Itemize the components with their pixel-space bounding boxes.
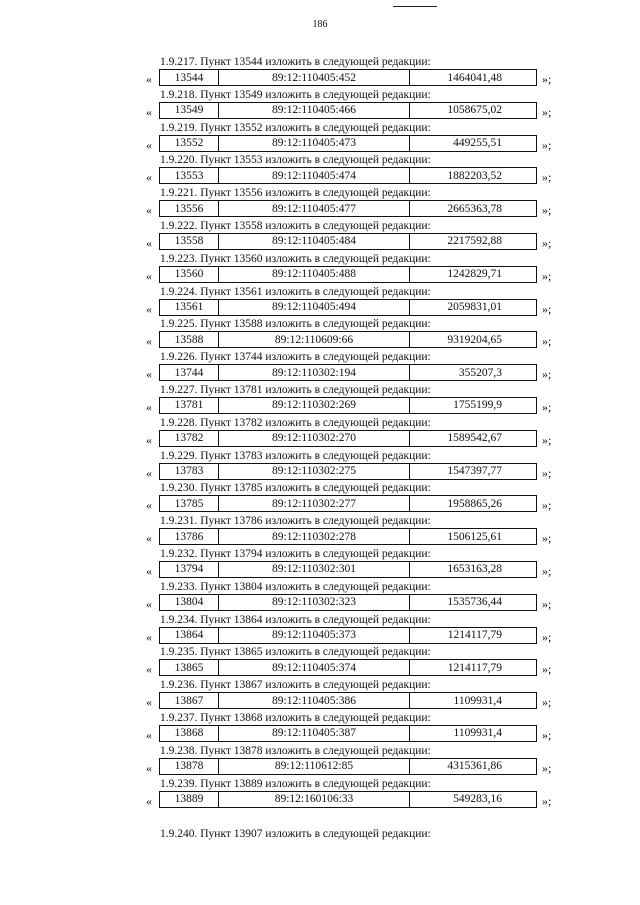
opening-quote: « bbox=[146, 465, 152, 480]
cadastral-value-cell: 4315361,86 bbox=[447, 760, 502, 773]
table-row bbox=[159, 627, 537, 644]
table-row bbox=[159, 135, 537, 152]
opening-quote: « bbox=[146, 104, 152, 119]
cadastral-number-cell: 89:12:110302:301 bbox=[219, 562, 410, 577]
item-number-cell: 13552 bbox=[160, 136, 219, 151]
amendment-entry bbox=[0, 55, 640, 88]
cadastral-number-cell: 89:12:110405:452 bbox=[219, 70, 410, 85]
item-number-cell: 13794 bbox=[160, 562, 219, 577]
opening-quote: « bbox=[146, 596, 152, 611]
amendment-heading: 1.9.231. Пункт 13786 изложить в следующей редакции: bbox=[160, 515, 431, 528]
opening-quote: « bbox=[146, 662, 152, 677]
item-number-cell: 13783 bbox=[160, 464, 219, 479]
amendment-entry bbox=[0, 153, 640, 186]
opening-quote: « bbox=[146, 334, 152, 349]
closing-quote: »; bbox=[542, 432, 552, 447]
amendment-entry bbox=[0, 678, 640, 711]
amendment-heading: 1.9.227. Пункт 13781 изложить в следующей редакции: bbox=[160, 383, 431, 396]
amendment-heading: 1.9.236. Пункт 13867 изложить в следующей редакции: bbox=[160, 679, 431, 692]
cadastral-value-cell: 1109931,4 bbox=[453, 694, 502, 707]
item-number-cell: 13544 bbox=[160, 70, 219, 85]
amendment-entry bbox=[0, 317, 640, 350]
cadastral-number-cell: 89:12:110302:275 bbox=[219, 464, 410, 479]
table-row bbox=[159, 561, 537, 578]
amendment-heading: 1.9.223. Пункт 13560 изложить в следующей редакции: bbox=[160, 252, 431, 265]
cadastral-value-cell: 1058675,02 bbox=[447, 104, 502, 117]
item-number-cell: 13553 bbox=[160, 168, 219, 183]
amendment-entry bbox=[0, 285, 640, 318]
item-number-cell: 13556 bbox=[160, 201, 219, 216]
opening-quote: « bbox=[146, 137, 152, 152]
amendment-heading: 1.9.239. Пункт 13889 изложить в следующей редакции: bbox=[160, 777, 431, 790]
closing-quote: »; bbox=[542, 760, 552, 775]
opening-quote: « bbox=[146, 793, 152, 808]
amendment-entry bbox=[0, 547, 640, 580]
opening-quote: « bbox=[146, 399, 152, 414]
cadastral-number-cell: 89:12:110405:473 bbox=[219, 136, 410, 151]
cadastral-number-cell: 89:12:110405:387 bbox=[219, 726, 410, 741]
amendment-entry bbox=[0, 744, 640, 777]
closing-quote: »; bbox=[542, 399, 552, 414]
cadastral-number-cell: 89:12:110405:484 bbox=[219, 234, 410, 249]
amendment-entry bbox=[0, 186, 640, 219]
amendment-entry bbox=[0, 711, 640, 744]
amendment-entry bbox=[0, 777, 640, 810]
closing-quote: »; bbox=[542, 170, 552, 185]
amendment-heading: 1.9.225. Пункт 13588 изложить в следующей редакции: bbox=[160, 318, 431, 331]
amendment-heading: 1.9.220. Пункт 13553 изложить в следующей редакции: bbox=[160, 154, 431, 167]
opening-quote: « bbox=[146, 727, 152, 742]
cadastral-value-cell: 449255,51 bbox=[453, 137, 502, 150]
table-row bbox=[159, 167, 537, 184]
amendment-heading: 1.9.238. Пункт 13878 изложить в следующей редакции: bbox=[160, 744, 431, 757]
amendment-heading: 1.9.233. Пункт 13804 изложить в следующей редакции: bbox=[160, 580, 431, 593]
opening-quote: « bbox=[146, 695, 152, 710]
top-rule bbox=[393, 6, 437, 7]
cadastral-number-cell: 89:12:110302:269 bbox=[219, 398, 410, 413]
amendment-entry bbox=[0, 645, 640, 678]
table-row bbox=[159, 69, 537, 86]
table-row bbox=[159, 397, 537, 414]
cadastral-value-cell: 1242829,71 bbox=[447, 268, 502, 281]
cadastral-value-cell: 1882203,52 bbox=[447, 169, 502, 182]
amendment-heading: 1.9.218. Пункт 13549 изложить в следующей редакции: bbox=[160, 88, 431, 101]
table-row bbox=[159, 594, 537, 611]
opening-quote: « bbox=[146, 498, 152, 513]
closing-quote: »; bbox=[542, 498, 552, 513]
amendment-entry bbox=[0, 219, 640, 252]
closing-quote: »; bbox=[542, 235, 552, 250]
item-number-cell: 13558 bbox=[160, 234, 219, 249]
amendment-heading: 1.9.224. Пункт 13561 изложить в следующей редакции: bbox=[160, 285, 431, 298]
table-row bbox=[159, 331, 537, 348]
cadastral-number-cell: 89:12:110405:477 bbox=[219, 201, 410, 216]
table-row bbox=[159, 495, 537, 512]
item-number-cell: 13785 bbox=[160, 496, 219, 511]
cadastral-number-cell: 89:12:110302:323 bbox=[219, 595, 410, 610]
closing-quote: »; bbox=[542, 268, 552, 283]
item-number-cell: 13744 bbox=[160, 365, 219, 380]
item-number-cell: 13588 bbox=[160, 332, 219, 347]
cadastral-number-cell: 89:12:110405:474 bbox=[219, 168, 410, 183]
amendment-entry bbox=[0, 514, 640, 547]
cadastral-number-cell: 89:12:110405:494 bbox=[219, 300, 410, 315]
closing-quote: »; bbox=[542, 301, 552, 316]
amendment-heading: 1.9.217. Пункт 13544 изложить в следующей редакции: bbox=[160, 56, 431, 68]
item-number-cell: 13865 bbox=[160, 660, 219, 675]
cadastral-number-cell: 89:12:160106:33 bbox=[219, 792, 410, 807]
item-number-cell: 13889 bbox=[160, 792, 219, 807]
opening-quote: « bbox=[146, 203, 152, 218]
opening-quote: « bbox=[146, 72, 152, 86]
closing-quote: »; bbox=[542, 367, 552, 382]
opening-quote: « bbox=[146, 432, 152, 447]
amendment-heading: 1.9.228. Пункт 13782 изложить в следующей редакции: bbox=[160, 416, 431, 429]
item-number-cell: 13561 bbox=[160, 300, 219, 315]
table-row bbox=[159, 430, 537, 447]
table-row bbox=[159, 528, 537, 545]
table-row bbox=[159, 299, 537, 316]
table-row bbox=[159, 692, 537, 709]
amendment-entry bbox=[0, 383, 640, 416]
opening-quote: « bbox=[146, 235, 152, 250]
amendment-entry bbox=[0, 416, 640, 449]
amendment-list bbox=[0, 55, 640, 809]
cadastral-number-cell: 89:12:110302:277 bbox=[219, 496, 410, 511]
item-number-cell: 13786 bbox=[160, 529, 219, 544]
cadastral-value-cell: 1958865,26 bbox=[447, 497, 502, 510]
cadastral-value-cell: 1535736,44 bbox=[447, 596, 502, 609]
table-row bbox=[159, 102, 537, 119]
amendment-heading: 1.9.221. Пункт 13556 изложить в следующей редакции: bbox=[160, 187, 431, 200]
cadastral-number-cell: 89:12:110405:386 bbox=[219, 693, 410, 708]
opening-quote: « bbox=[146, 301, 152, 316]
cadastral-value-cell: 9319204,65 bbox=[447, 333, 502, 346]
cadastral-value-cell: 1755199,9 bbox=[453, 399, 502, 412]
item-number-cell: 13560 bbox=[160, 267, 219, 282]
amendment-heading: 1.9.229. Пункт 13783 изложить в следующей редакции: bbox=[160, 449, 431, 462]
opening-quote: « bbox=[146, 760, 152, 775]
cadastral-value-cell: 1653163,28 bbox=[447, 563, 502, 576]
closing-quote: »; bbox=[542, 203, 552, 218]
cadastral-number-cell: 89:12:110302:270 bbox=[219, 431, 410, 446]
cadastral-number-cell: 89:12:110405:374 bbox=[219, 660, 410, 675]
cadastral-number-cell: 89:12:110405:373 bbox=[219, 628, 410, 643]
closing-quote: »; bbox=[542, 629, 552, 644]
item-number-cell: 13867 bbox=[160, 693, 219, 708]
cadastral-value-cell: 1547397,77 bbox=[447, 465, 502, 478]
opening-quote: « bbox=[146, 367, 152, 382]
cadastral-number-cell: 89:12:110612:85 bbox=[219, 759, 410, 774]
cadastral-value-cell: 549283,16 bbox=[453, 793, 502, 806]
amendment-entry bbox=[0, 481, 640, 514]
cadastral-value-cell: 1464041,48 bbox=[447, 71, 502, 84]
closing-quote: »; bbox=[542, 695, 552, 710]
table-row bbox=[159, 758, 537, 775]
opening-quote: « bbox=[146, 563, 152, 578]
cadastral-number-cell: 89:12:110302:194 bbox=[219, 365, 410, 380]
page-number: 186 bbox=[312, 19, 328, 30]
table-row bbox=[159, 233, 537, 250]
cadastral-number-cell: 89:12:110302:278 bbox=[219, 529, 410, 544]
cadastral-number-cell: 89:12:110609:66 bbox=[219, 332, 410, 347]
item-number-cell: 13864 bbox=[160, 628, 219, 643]
cadastral-number-cell: 89:12:110405:488 bbox=[219, 267, 410, 282]
closing-quote: »; bbox=[542, 563, 552, 578]
cadastral-value-cell: 2059831,01 bbox=[447, 301, 502, 314]
amendment-entry bbox=[0, 121, 640, 154]
closing-quote: »; bbox=[542, 662, 552, 677]
closing-quote: »; bbox=[542, 793, 552, 808]
closing-quote: »; bbox=[542, 596, 552, 611]
cadastral-value-cell: 1214117,79 bbox=[447, 661, 502, 674]
closing-quote: »; bbox=[542, 104, 552, 119]
cadastral-value-cell: 2665363,78 bbox=[447, 202, 502, 215]
amendment-entry bbox=[0, 449, 640, 482]
cadastral-value-cell: 1589542,67 bbox=[447, 432, 502, 445]
closing-quote: »; bbox=[542, 531, 552, 546]
amendment-entry bbox=[0, 580, 640, 613]
table-row bbox=[159, 463, 537, 480]
cadastral-value-cell: 2217592,88 bbox=[447, 235, 502, 248]
opening-quote: « bbox=[146, 170, 152, 185]
item-number-cell: 13782 bbox=[160, 431, 219, 446]
amendment-heading: 1.9.235. Пункт 13865 изложить в следующей редакции: bbox=[160, 646, 431, 659]
table-row bbox=[159, 659, 537, 676]
table-row bbox=[159, 266, 537, 283]
amendment-heading: 1.9.237. Пункт 13868 изложить в следующей редакции: bbox=[160, 711, 431, 724]
opening-quote: « bbox=[146, 531, 152, 546]
opening-quote: « bbox=[146, 629, 152, 644]
cadastral-number-cell: 89:12:110405:466 bbox=[219, 103, 410, 118]
cadastral-value-cell: 1214117,79 bbox=[447, 629, 502, 642]
item-number-cell: 13878 bbox=[160, 759, 219, 774]
closing-quote: »; bbox=[542, 72, 552, 86]
amendment-heading: 1.9.222. Пункт 13558 изложить в следующей редакции: bbox=[160, 219, 431, 232]
amendment-heading: 1.9.230. Пункт 13785 изложить в следующей редакции: bbox=[160, 482, 431, 495]
closing-quote: »; bbox=[542, 334, 552, 349]
item-number-cell: 13549 bbox=[160, 103, 219, 118]
cadastral-value-cell: 355207,3 bbox=[458, 366, 502, 379]
table-row bbox=[159, 725, 537, 742]
table-row bbox=[159, 200, 537, 217]
amendment-heading: 1.9.234. Пункт 13864 изложить в следующей редакции: bbox=[160, 613, 431, 626]
amendment-heading-final: 1.9.240. Пункт 13907 изложить в следующей редакции: bbox=[160, 828, 431, 840]
closing-quote: »; bbox=[542, 727, 552, 742]
amendment-entry bbox=[0, 252, 640, 285]
cadastral-value-cell: 1506125,61 bbox=[447, 530, 502, 543]
table-row bbox=[159, 791, 537, 808]
closing-quote: »; bbox=[542, 465, 552, 480]
amendment-heading: 1.9.232. Пункт 13794 изложить в следующей редакции: bbox=[160, 547, 431, 560]
amendment-heading: 1.9.219. Пункт 13552 изложить в следующей редакции: bbox=[160, 121, 431, 134]
amendment-entry bbox=[0, 88, 640, 121]
table-row bbox=[159, 364, 537, 381]
cadastral-value-cell: 1109931,4 bbox=[453, 727, 502, 740]
amendment-entry bbox=[0, 350, 640, 383]
closing-quote: »; bbox=[542, 137, 552, 152]
amendment-entry bbox=[0, 613, 640, 646]
item-number-cell: 13868 bbox=[160, 726, 219, 741]
item-number-cell: 13804 bbox=[160, 595, 219, 610]
amendment-heading: 1.9.226. Пункт 13744 изложить в следующей редакции: bbox=[160, 351, 431, 364]
item-number-cell: 13781 bbox=[160, 398, 219, 413]
opening-quote: « bbox=[146, 268, 152, 283]
